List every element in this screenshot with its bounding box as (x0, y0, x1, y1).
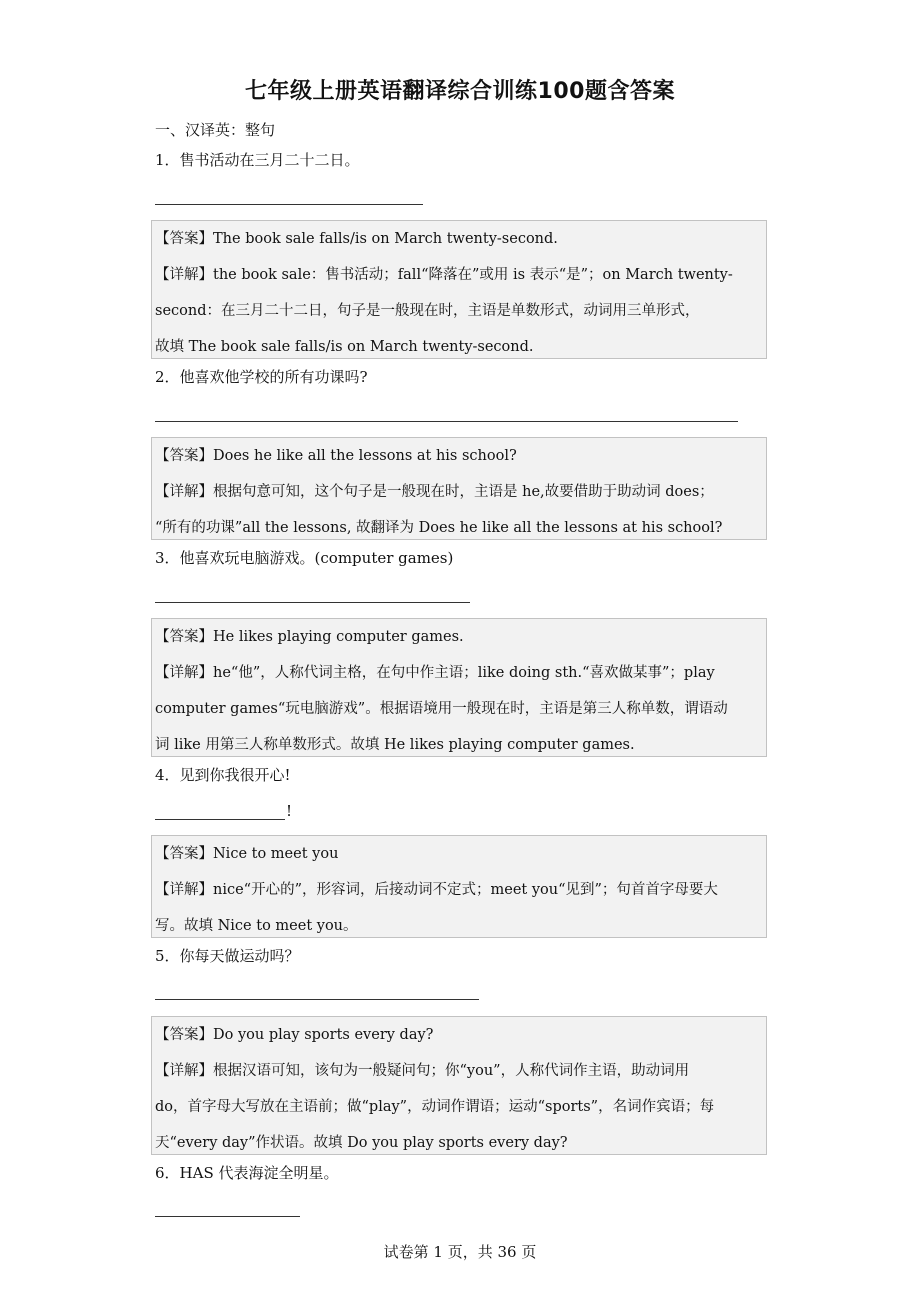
question-1-detail-line: 【详解】the book sale：售书活动；fall“降落在”或用 is 表示“是”；on March twenty- (155, 267, 733, 283)
question-2-answer-box (151, 437, 767, 540)
question-1-answer: 【答案】The book sale falls/is on March twenty-second. (155, 231, 558, 247)
question-5-prompt: 5．你每天做运动吗？ (155, 947, 300, 965)
question-3-detail-line: computer games“玩电脑游戏”。根据语境用一般现在时，主语是第三人称单数，谓语动 (155, 701, 728, 717)
question-5-answer-box (151, 1016, 767, 1155)
question-3-answer-blank (155, 602, 470, 603)
question-4-blank-suffix: ! (286, 802, 293, 820)
question-1-answer-blank (155, 204, 423, 205)
question-4-answer: 【答案】Nice to meet you (155, 846, 339, 862)
question-5-detail-line: 天“every day”作状语。故填 Do you play sports every day? (155, 1135, 568, 1151)
question-6-answer-blank (155, 1216, 300, 1217)
question-2-detail-line: “所有的功课”all the lessons, 故翻译为 Does he like all the lessons at his school? (155, 520, 723, 536)
question-3-detail-line: 词 like 用第三人称单数形式。故填 He likes playing computer games. (155, 737, 635, 753)
question-3-answer: 【答案】He likes playing computer games. (155, 629, 464, 645)
question-3-detail-line: 【详解】he“他”，人称代词主格，在句中作主语；like doing sth.“喜欢做某事”；play (155, 665, 715, 681)
question-1-answer-box (151, 220, 767, 359)
question-2-answer: 【答案】Does he like all the lessons at his school? (155, 448, 517, 464)
question-5-detail-line: do，首字母大写放在主语前；做“play”，动词作谓语；运动“sports”，名词作宾语；每 (155, 1099, 715, 1115)
section-heading: 一、汉译英：整句 (155, 121, 276, 139)
question-1-prompt: 1．售书活动在三月二十二日。 (155, 151, 360, 169)
question-2-detail-line: 【详解】根据句意可知，这个句子是一般现在时，主语是 he,故要借助于助动词 does； (155, 484, 714, 500)
question-4-detail-line: 写。故填 Nice to meet you。 (155, 918, 358, 934)
page-footer: 试卷第 1 页，共 36 页 (383, 1243, 537, 1261)
question-1-detail-line: 故填 The book sale falls/is on March twenty-second. (155, 339, 534, 355)
question-6-prompt: 6．HAS 代表海淀全明星。 (155, 1164, 339, 1182)
question-3-prompt: 3．他喜欢玩电脑游戏。(computer games) (155, 549, 454, 567)
question-4-prompt: 4．见到你我很开心! (155, 766, 291, 784)
question-2-prompt: 2．他喜欢他学校的所有功课吗? (155, 368, 368, 386)
question-2-answer-blank (155, 421, 738, 422)
question-4-answer-blank (155, 819, 285, 820)
question-5-answer-blank (155, 999, 479, 1000)
question-5-detail-line: 【详解】根据汉语可知，该句为一般疑问句；你“you”，人称代词作主语，助动词用 (155, 1063, 690, 1079)
question-1-detail-line: second：在三月二十二日，句子是一般现在时，主语是单数形式，动词用三单形式， (155, 303, 700, 319)
question-5-answer: 【答案】Do you play sports every day? (155, 1027, 434, 1043)
question-3-answer-box (151, 618, 767, 757)
question-4-answer-box (151, 835, 767, 938)
question-4-detail-line: 【详解】nice“开心的”，形容词，后接动词不定式；meet you“见到”；句首首字母要大 (155, 882, 718, 898)
page-title: 七年级上册英语翻译综合训练100题含答案 (245, 79, 675, 104)
